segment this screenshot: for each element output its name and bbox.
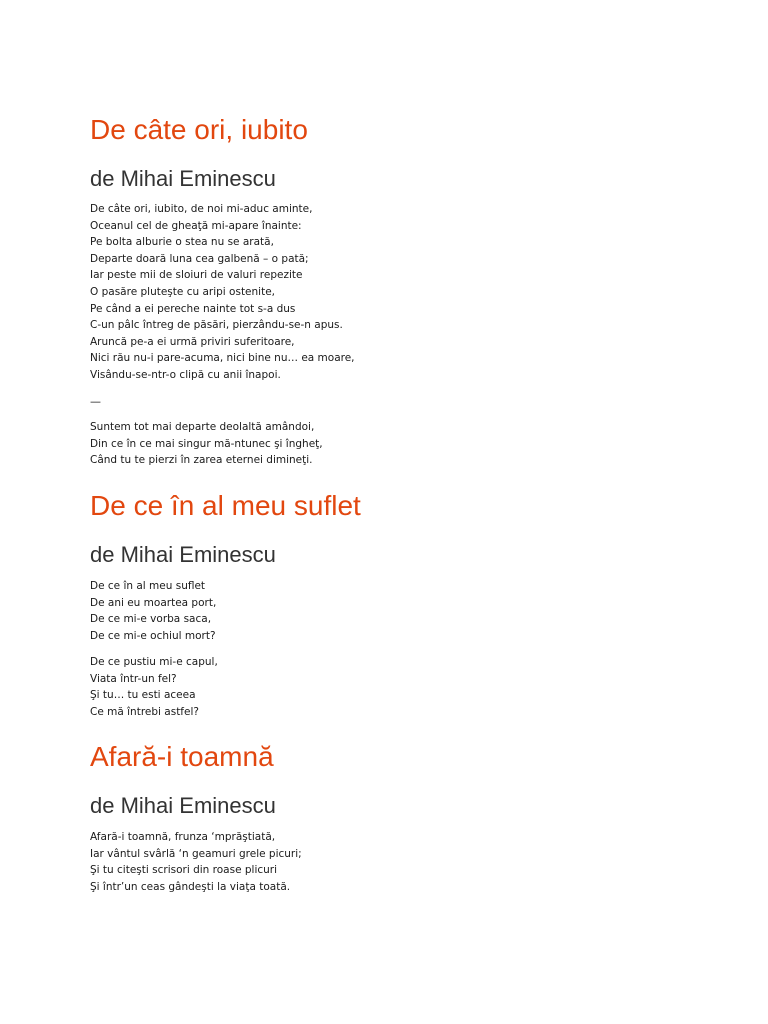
poem-line: Pe când a ei pereche nainte tot s-a dus bbox=[90, 302, 296, 315]
poem-author: de Mihai Eminescu bbox=[90, 542, 276, 567]
poem-line: O pasăre pluteşte cu aripi ostenite, bbox=[90, 285, 276, 298]
poem-line: Şi tu citeşti scrisori din roase plicuri bbox=[90, 864, 278, 877]
poem-author: de Mihai Eminescu bbox=[90, 793, 276, 818]
poem-line: Când tu te pierzi în zarea eternei dimineţi. bbox=[90, 454, 313, 467]
poem-stanza bbox=[90, 829, 302, 895]
poem-line: Pe bolta alburie o stea nu se arată, bbox=[90, 236, 274, 249]
poem-line: De ce mi-e ochiul mort? bbox=[90, 629, 216, 642]
poem-stanza bbox=[90, 578, 216, 644]
poem-line: De câte ori, iubito, de noi mi-aduc aminte, bbox=[90, 203, 313, 215]
poem-title: De ce în al meu suflet bbox=[90, 490, 361, 521]
poem-line: De ce mi-e vorba saca, bbox=[90, 613, 212, 626]
poem-line: Din ce în ce mai singur mă-ntunec şi îngheţ, bbox=[90, 437, 323, 450]
poem-title: De câte ori, iubito bbox=[90, 114, 308, 145]
poem-stanza bbox=[90, 201, 355, 384]
poem-line: Visându-se-ntr-o clipă cu anii înapoi. bbox=[90, 368, 281, 381]
poem-author: de Mihai Eminescu bbox=[90, 166, 276, 191]
poem-line: De ce în al meu suflet bbox=[90, 580, 206, 592]
poem-line: Nici rău nu-i pare-acuma, nici bine nu… ea moare, bbox=[90, 352, 355, 365]
poem-line: Viata într-un fel? bbox=[90, 672, 177, 685]
poem-line: Iar vântul svârlă ‘n geamuri grele picuri; bbox=[90, 847, 302, 860]
poem-line: C-un pâlc întreg de păsări, pierzându-se-n apus. bbox=[90, 319, 343, 332]
stanza-separator: — bbox=[90, 395, 101, 408]
poem-stanza bbox=[90, 419, 323, 469]
poem-title: Afară-i toamnă bbox=[90, 741, 274, 772]
poem-line: Departe doară luna cea galbenă – o pată; bbox=[90, 252, 309, 265]
poem-line: Suntem tot mai departe deolaltă amândoi, bbox=[90, 421, 315, 433]
poem-line: Aruncă pe-a ei urmă priviri suferitoare, bbox=[90, 335, 295, 348]
poem-line: De ani eu moartea port, bbox=[90, 596, 217, 609]
poem-line: Afară-i toamnă, frunza ‘mprăştiată, bbox=[90, 831, 276, 843]
poem-stanza bbox=[90, 654, 218, 720]
poem-line: De ce pustiu mi-e capul, bbox=[90, 656, 218, 668]
poem-line: Ce mă întrebi astfel? bbox=[90, 705, 199, 718]
poem-line: Şi într’un ceas gândeşti la viaţa toată. bbox=[90, 880, 291, 893]
poem-line: Iar peste mii de sloiuri de valuri repezite bbox=[90, 269, 303, 282]
poem-line: Şi tu… tu esti aceea bbox=[90, 689, 196, 702]
poem-line: Oceanul cel de gheaţă mi-apare înainte: bbox=[90, 219, 302, 232]
